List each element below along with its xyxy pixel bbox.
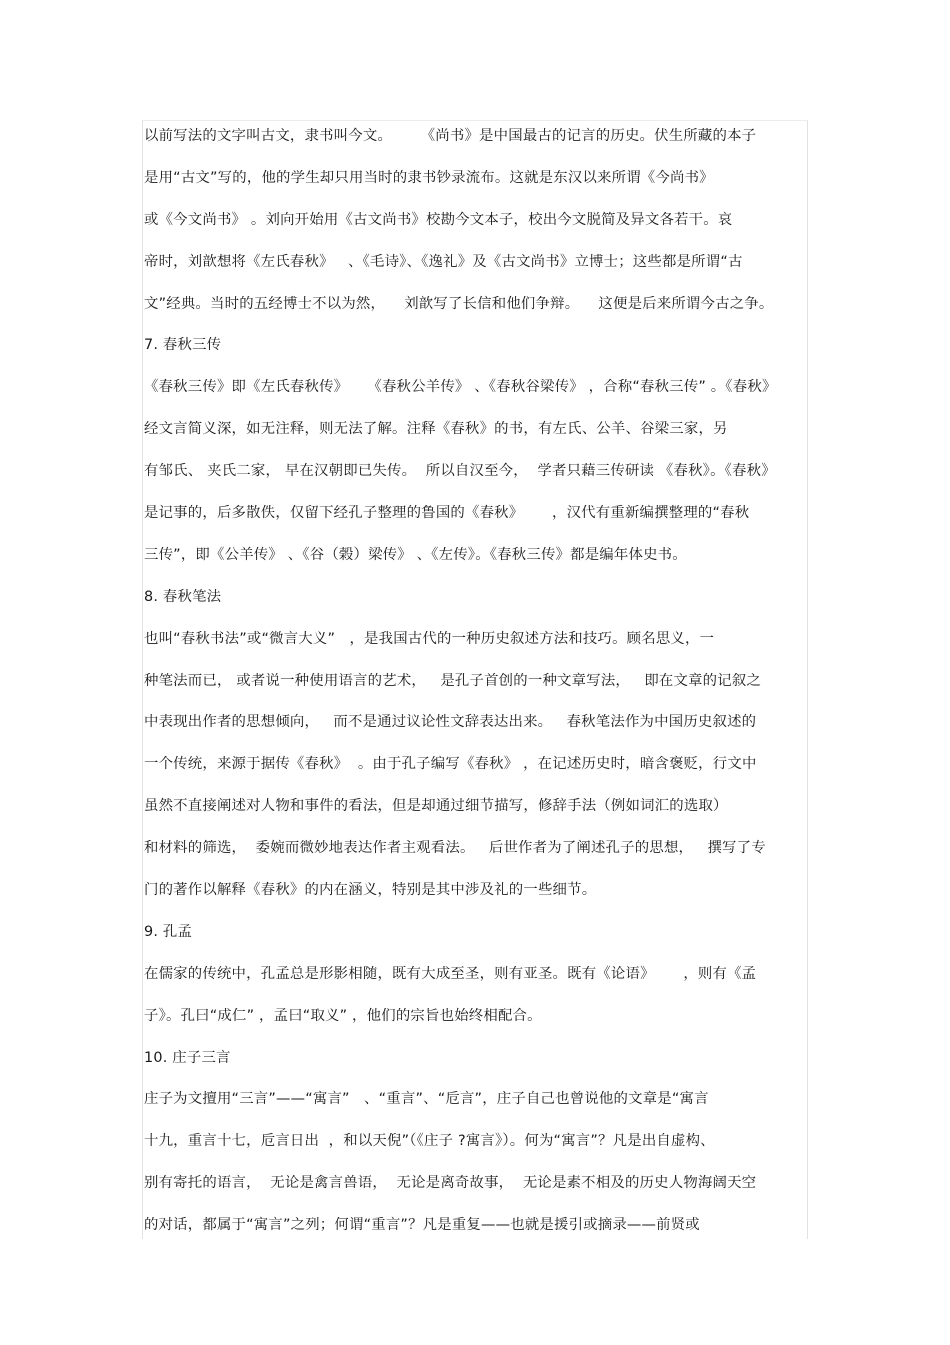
- text-line: 帝时，刘歆想将《左氏春秋》 、《毛诗》、《逸礼》及《古文尚书》立博士；这些都是所谓“古: [144, 253, 743, 270]
- text-line: 虽然不直接阐述对人物和事件的看法，但是却通过细节描写，修辞手法（例如词汇的选取）: [144, 798, 728, 815]
- text-line: 中表现出作者的思想倾向， 而不是通过议论性文辞表达出来。 春秋笔法作为中国历史叙述的: [144, 714, 757, 731]
- text-line: 的对话，都属于“寓言”之列；何谓“重言”？凡是重复——也就是援引或摘录——前贤或: [144, 1217, 700, 1234]
- text-line: 别有寄托的语言， 无论是禽言兽语， 无论是离奇故事， 无论是素不相及的历史人物海阔天空: [144, 1175, 757, 1192]
- text-line: 是记事的，后多散佚，仅留下经孔子整理的鲁国的《春秋》 ，汉代有重新编撰整理的“春秋: [144, 505, 750, 522]
- text-line: 子》。孔曰“成仁” ，孟曰“取义” ，他们的宗旨也始终相配合。: [144, 1007, 542, 1024]
- section-heading: 10. 庄子三言: [144, 1049, 231, 1066]
- text-line: 庄子为文擅用“三言”——“寓言” 、“重言”、“卮言”，庄子自己也曾说他的文章是“寓言: [144, 1091, 709, 1108]
- text-line: 经文言简义深，如无注释，则无法了解。注释《春秋》的书，有左氏、公羊、谷梁三家，另: [144, 421, 728, 438]
- section-heading: 9. 孔孟: [144, 923, 193, 940]
- text-line: 或《今文尚书》 。刘向开始用《古文尚书》校勘今文本子，校出今文脱简及异文各若干。哀: [144, 211, 733, 228]
- text-line: 三传”，即《公羊传》 、《谷（榖）梁传》 、《左传》。《春秋三传》都是编年体史书。: [144, 546, 687, 563]
- section-heading: 8. 春秋笔法: [144, 588, 222, 605]
- text-line: 有邹氏、 夹氏二家， 早在汉朝即已失传。 所以自汉至今， 学者只藉三传研读 《春秋》。《春秋》: [144, 463, 776, 480]
- text-line: 是用“古文”写的，他的学生却只用当时的隶书钞录流布。这就是东汉以来所谓《今尚书》: [144, 169, 714, 186]
- text-line: 门的著作以解释《春秋》的内在涵义，特别是其中涉及礼的一些细节。: [144, 882, 597, 899]
- text-line: 和材料的筛选， 委婉而微妙地表达作者主观看法。 后世作者为了阐述孔子的思想， 撰写了专: [144, 840, 766, 857]
- document-body: [144, 121, 804, 1252]
- text-line: 一个传统，来源于据传《春秋》 。由于孔子编写《春秋》 ，在记述历史时，暗含褒贬，行文中: [144, 756, 757, 773]
- text-line: 文”经典。当时的五经博士不以为然， 刘歆写了长信和他们争辩。 这便是后来所谓今古之争。: [144, 295, 774, 312]
- text-line: 《春秋三传》即《左氏春秋传》 《春秋公羊传》 、《春秋谷梁传》 ，合称“春秋三传” 。《春秋》: [144, 379, 777, 396]
- text-line: 十九，重言十七，卮言日出 ，和以天倪”（《庄子 ?寓言》）。何为“寓言”？凡是出自虚构、: [144, 1133, 715, 1150]
- text-line: 也叫“春秋书法”或“微言大义” ，是我国古代的一种历史叙述方法和技巧。顾名思义，一: [144, 630, 715, 647]
- text-line: 以前写法的文字叫古文，隶书叫今文。 《尚书》是中国最古的记言的历史。伏生所藏的本子: [144, 128, 757, 144]
- text-line: 在儒家的传统中，孔孟总是形影相随，既有大成至圣，则有亚圣。既有《论语》 ，则有《孟: [144, 965, 757, 982]
- section-heading: 7. 春秋三传: [144, 337, 222, 354]
- text-line: 种笔法而已， 或者说一种使用语言的艺术， 是孔子首创的一种文章写法， 即在文章的记叙之: [144, 672, 762, 689]
